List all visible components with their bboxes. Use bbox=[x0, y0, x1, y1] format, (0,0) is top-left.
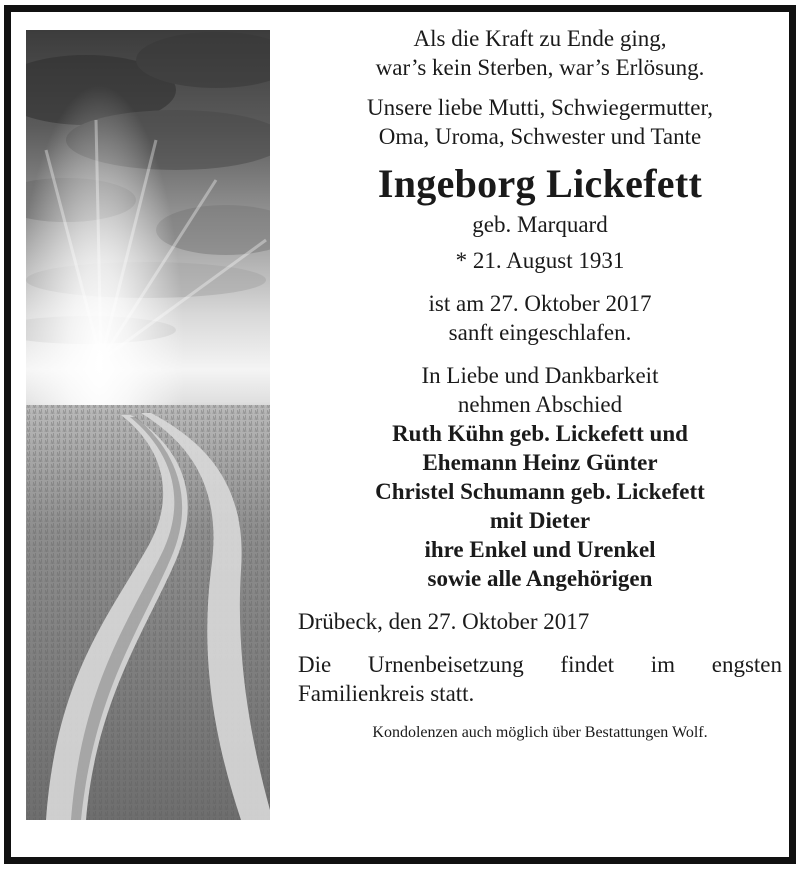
mourner-line: sowie alle Angehörigen bbox=[427, 566, 653, 591]
death-statement bbox=[298, 289, 782, 347]
maiden-name: geb. Marquard bbox=[472, 212, 608, 237]
motto-line: war’s kein Sterben, war’s Erlösung. bbox=[375, 55, 705, 80]
mourner-line: mit Dieter bbox=[489, 508, 591, 533]
mourner-line: Christel Schumann geb. Lickefett bbox=[375, 479, 705, 504]
mourner-line: ihre Enkel und Urenkel bbox=[424, 537, 656, 562]
intro-line: Oma, Uroma, Schwester und Tante bbox=[378, 124, 702, 149]
death-line: sanft eingeschlafen. bbox=[448, 320, 632, 345]
burial-info bbox=[298, 650, 782, 708]
motto bbox=[298, 24, 782, 82]
burial-line: Familienkreis statt. bbox=[298, 681, 475, 706]
intro-line: Unsere liebe Mutti, Schwiegermutter, bbox=[367, 95, 713, 120]
farewell-line: In Liebe und Dankbarkeit bbox=[421, 363, 659, 388]
condolences-note: Kondolenzen auch möglich über Bestattungen Wolf. bbox=[372, 724, 708, 741]
mourners-list bbox=[298, 419, 782, 593]
motto-line: Als die Kraft zu Ende ging, bbox=[413, 26, 667, 51]
farewell-line: nehmen Abschied bbox=[457, 392, 623, 417]
mourner-line: Ehemann Heinz Günter bbox=[422, 450, 658, 475]
landscape-image bbox=[26, 30, 270, 820]
path-landscape-photo bbox=[26, 30, 270, 820]
birth-date: * 21. August 1931 bbox=[455, 248, 625, 273]
farewell-intro bbox=[298, 361, 782, 419]
intro bbox=[298, 93, 782, 151]
burial-line: Die Urnenbeisetzung findet im engsten bbox=[298, 652, 782, 677]
place-date: Drübeck, den 27. Oktober 2017 bbox=[298, 609, 590, 634]
deceased-name: Ingeborg Lickefett bbox=[377, 161, 703, 206]
notice-text bbox=[298, 24, 782, 744]
mourner-line: Ruth Kühn geb. Lickefett und bbox=[392, 421, 688, 446]
death-line: ist am 27. Oktober 2017 bbox=[428, 291, 652, 316]
